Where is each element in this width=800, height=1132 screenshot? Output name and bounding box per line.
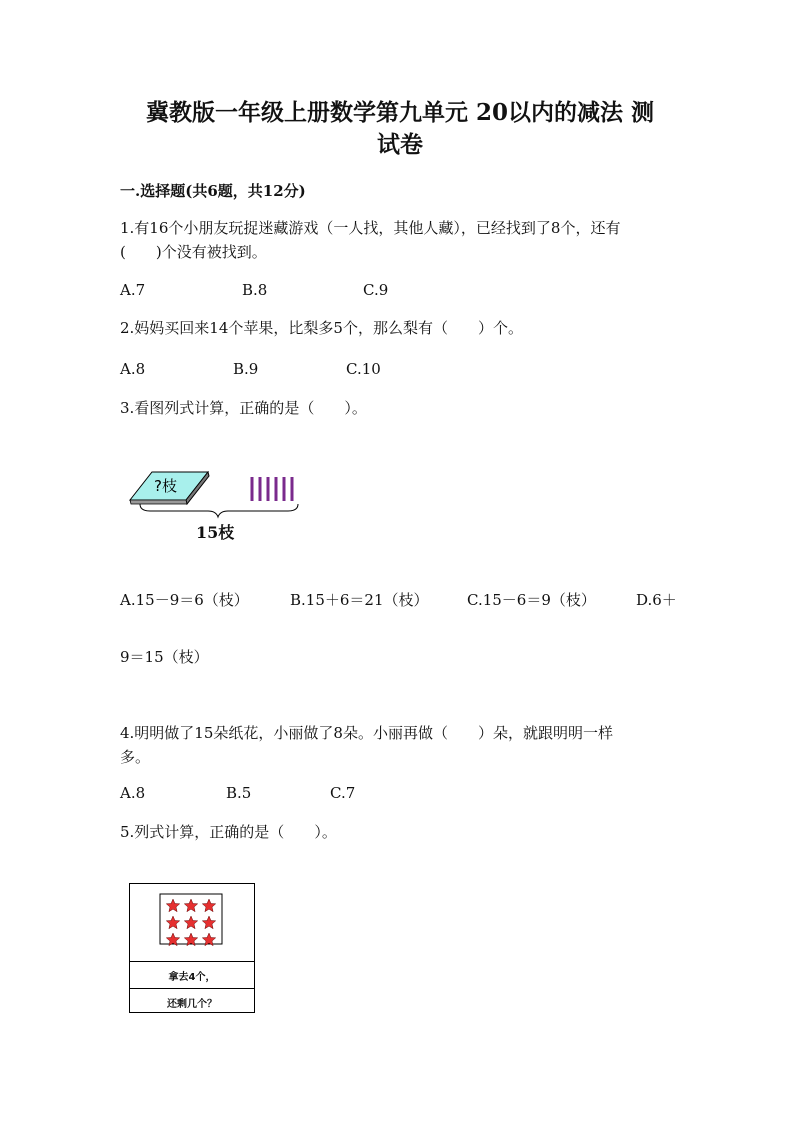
q2-option-c[interactable]: C.10: [346, 360, 381, 378]
q1-option-c[interactable]: C.9: [363, 281, 389, 299]
pencils-figure: [128, 470, 308, 522]
q3-option-c[interactable]: C.15－6＝9（枝）: [467, 591, 596, 609]
q4-option-c[interactable]: C.7: [330, 784, 356, 802]
q3-option-d-wrap: 9＝15（枝）: [120, 648, 209, 666]
brace-label: 15枝: [196, 523, 235, 542]
pencil-group: [252, 477, 292, 501]
question-4-line-2: 多。: [120, 748, 151, 766]
q3-option-a[interactable]: A.15－9＝6（枝）: [120, 591, 249, 609]
question-1: [120, 216, 690, 264]
q2-option-a[interactable]: A.8: [120, 360, 146, 378]
question-4-line-1: 4.明明做了15朵纸花，小丽做了8朵。小丽再做（ ）朵，就跟明明一样: [120, 724, 613, 742]
card-line-2: 还剩几个？: [167, 998, 217, 1010]
title-line-1: 冀教版一年级上册数学第九单元 20以内的减法 测: [145, 99, 655, 126]
q4-option-a[interactable]: A.8: [120, 784, 146, 802]
card-line-1: 拿去4个，: [130, 962, 254, 989]
question-1-line-2: ( )个没有被找到。: [120, 243, 267, 261]
question-5: 5.列式计算，正确的是（ ）。: [120, 823, 337, 841]
stars-box: [130, 884, 254, 961]
stars-card: [129, 883, 255, 1013]
question-3: 3.看图列式计算，正确的是（ ）。: [120, 399, 367, 417]
q4-option-b[interactable]: B.5: [226, 784, 252, 802]
title-line-2: 试卷: [377, 131, 423, 158]
question-2: 2.妈妈买回来14个苹果，比梨多5个，那么梨有（ ）个。: [120, 319, 523, 337]
question-4: [120, 721, 690, 769]
notebook-bottom: [130, 500, 187, 504]
q1-option-a[interactable]: A.7: [120, 281, 146, 299]
section-heading: 一.选择题(共6题，共12分): [120, 182, 306, 200]
notebook-label: ?枝: [154, 477, 177, 495]
stars-card-figure: [130, 884, 254, 962]
q3-option-b[interactable]: B.15＋6＝21（枝）: [290, 591, 429, 609]
q2-option-b[interactable]: B.9: [233, 360, 259, 378]
question-1-line-1: 1.有16个小朋友玩捉迷藏游戏（一人找，其他人藏），已经找到了8个，还有: [120, 219, 621, 237]
brace-icon: [140, 504, 298, 517]
page-title: [100, 97, 700, 161]
q1-option-b[interactable]: B.8: [242, 281, 268, 299]
q3-option-d[interactable]: D.6＋: [636, 591, 677, 609]
